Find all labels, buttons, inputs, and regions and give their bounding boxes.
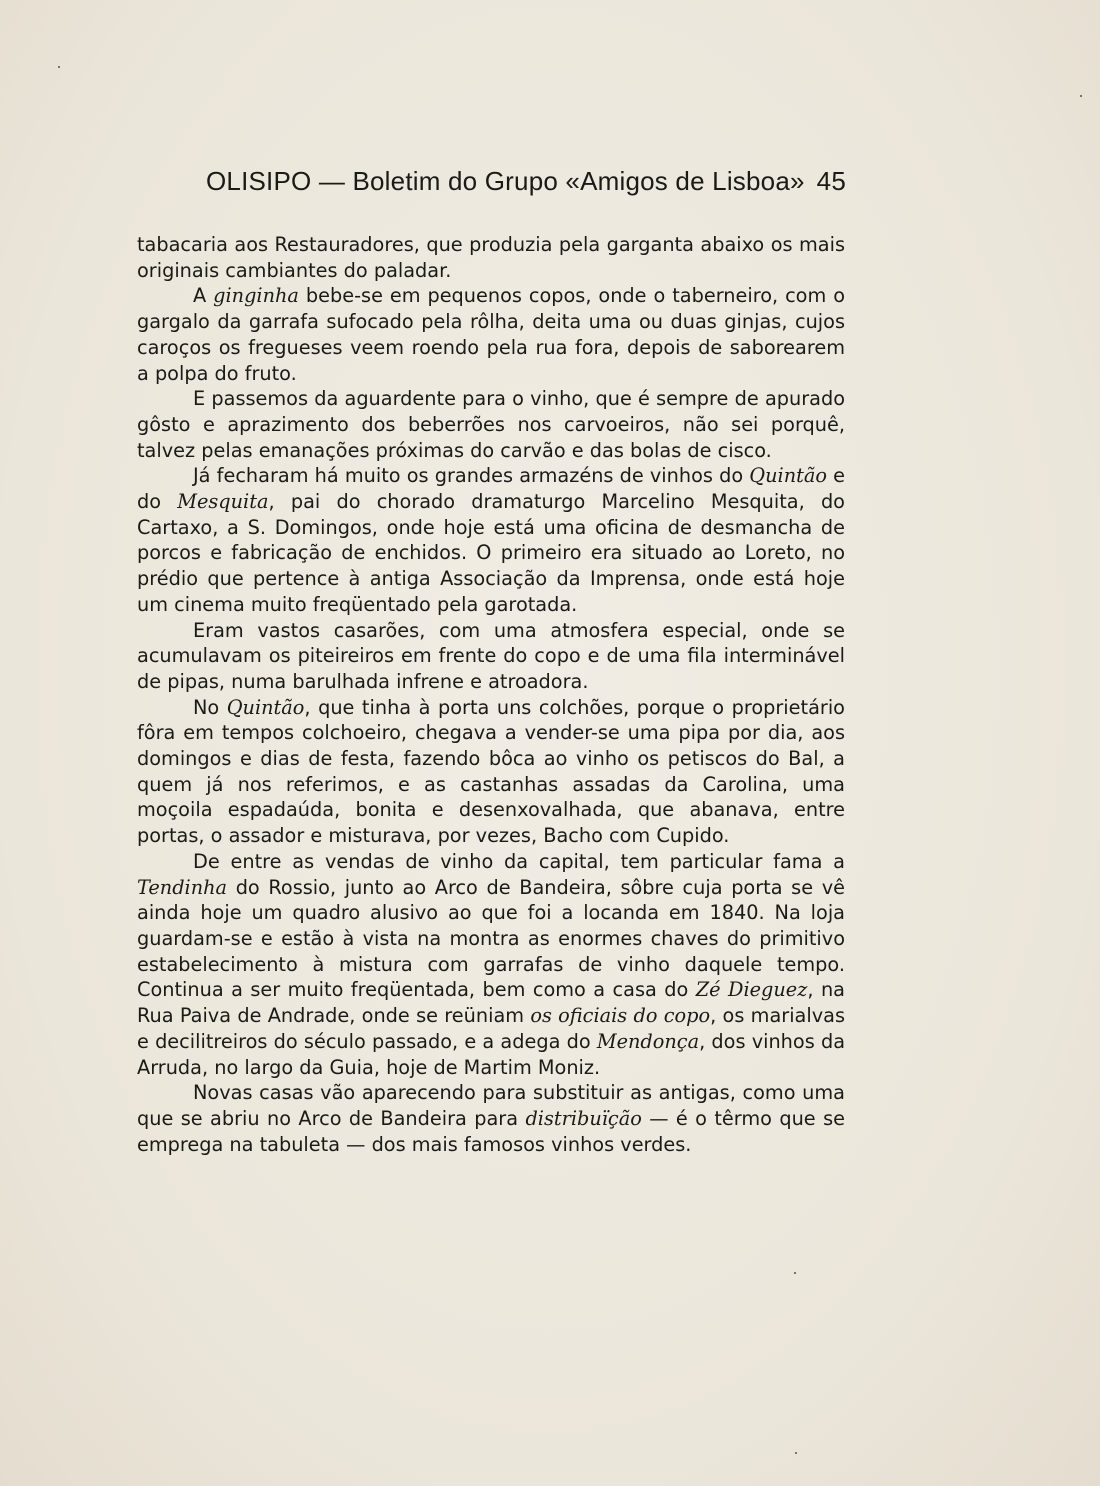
text-run: Novas casas vão aparecendo para substituir as antigas, como uma que se abriu no Arco de Bandeira para xyxy=(137,1081,845,1130)
paragraph xyxy=(137,232,845,283)
text-run: e do xyxy=(137,464,845,514)
italic-term: os oficiais do copo xyxy=(530,1004,711,1028)
text-run: Eram vastos casarões, com uma atmosfera especial, onde se acumulavam os piteireiros em frente do copo e de uma fila interminável de pipas, numa barulhada infrene e atroadora. xyxy=(137,618,845,693)
text-run: De entre as vendas de vinho da capital, tem particular fama a xyxy=(193,849,845,873)
paragraph xyxy=(137,849,845,1080)
text-run: Já fecharam há muito os grandes armazéns de vinhos do xyxy=(193,464,750,488)
text-run: , os marialvas e decilitreiros do século passado, e a adega do xyxy=(137,1004,845,1053)
paper-speck xyxy=(1080,95,1082,97)
paragraph xyxy=(137,1080,845,1157)
italic-term: Quintão xyxy=(226,695,305,719)
italic-term: Zé Dieguez xyxy=(695,978,808,1002)
text-run: , na Rua Paiva de Andrade, onde se reüniam xyxy=(137,978,845,1028)
text-run: bebe-se em pequenos copos, onde o taberneiro, com o gargalo da garrafa sufocado pela rôlha, deita uma ou duas ginjas, cujos caroços os fregueses veem roendo pela rua fora, depois de saborearem a polpa do fruto. xyxy=(137,284,845,385)
running-header xyxy=(206,166,846,197)
paragraph xyxy=(137,463,845,617)
paragraph xyxy=(137,386,845,463)
paragraph xyxy=(137,283,845,386)
italic-term: distribuïção xyxy=(525,1106,642,1130)
text-run: , pai do chorado dramaturgo Marcelino Mesquita, do Cartaxo, a S. Domingos, onde hoje está uma oficina de desmancha de porcos e fabricação de enchidos. O primeiro era situado ao Loreto, no prédio que pertence à antiga Associação da Imprensa, onde está hoje um cinema muito freqüentado pela garotada. xyxy=(137,490,845,616)
text-run: , dos vinhos da Arruda, no largo da Guia, hoje de Martim Moniz. xyxy=(137,1029,846,1079)
article-body xyxy=(137,232,845,1157)
text-run: A xyxy=(193,284,214,308)
italic-term: Mendonça xyxy=(596,1029,700,1053)
italic-term: Quintão xyxy=(749,464,827,488)
paper-speck xyxy=(795,1452,797,1454)
text-run: , que tinha à porta uns colchões, porque o proprietário fôra em tempos colchoeiro, chegava a vender-se uma pipa por dia, aos domingos e dias de festa, fazendo bôca ao vinho os petiscos do Bal, a quem já nos referimos, e as castanhas assadas da Carolina, uma moçoila espadaúda, bonita e desenxovalhada, que abanava, entre portas, o assador e misturava, por vezes, Bacho com Cupido. xyxy=(137,695,845,848)
italic-term: ginginha xyxy=(213,284,299,308)
header-title: OLISIPO — Boletim do Grupo «Amigos de Lisboa» xyxy=(206,166,805,196)
paragraph xyxy=(137,618,845,695)
page-number: 45 xyxy=(816,166,846,196)
paragraph xyxy=(137,695,845,849)
text-run: tabacaria aos Restauradores, que produzia pela garganta abaixo os mais originais cambiantes do paladar. xyxy=(137,233,845,282)
text-run: E passemos da aguardente para o vinho, que é sempre de apurado gôsto e aprazimento dos beberrões nos carvoeiros, não sei porquê, talvez pelas emanações próximas do carvão e das bolas de cisco. xyxy=(137,387,845,462)
text-run: — é o têrmo que se emprega na tabuleta — dos mais famosos vinhos verdes. xyxy=(137,1106,845,1156)
italic-term: Mesquita xyxy=(177,490,269,514)
text-run: do Rossio, junto ao Arco de Bandeira, sôbre cuja porta se vê ainda hoje um quadro alusivo ao que foi a locanda em 1840. Na loja guardam-se e estão à vista na montra as enormes chaves do primitivo estabelecimento à mistura com garrafas de vinho daquele tempo. Continua a ser muito freqüentada, bem como a casa do xyxy=(137,875,845,1002)
paper-speck xyxy=(58,66,60,68)
text-run: No xyxy=(193,695,227,719)
italic-term: Tendinha xyxy=(137,875,228,899)
paper-speck xyxy=(794,1272,796,1274)
